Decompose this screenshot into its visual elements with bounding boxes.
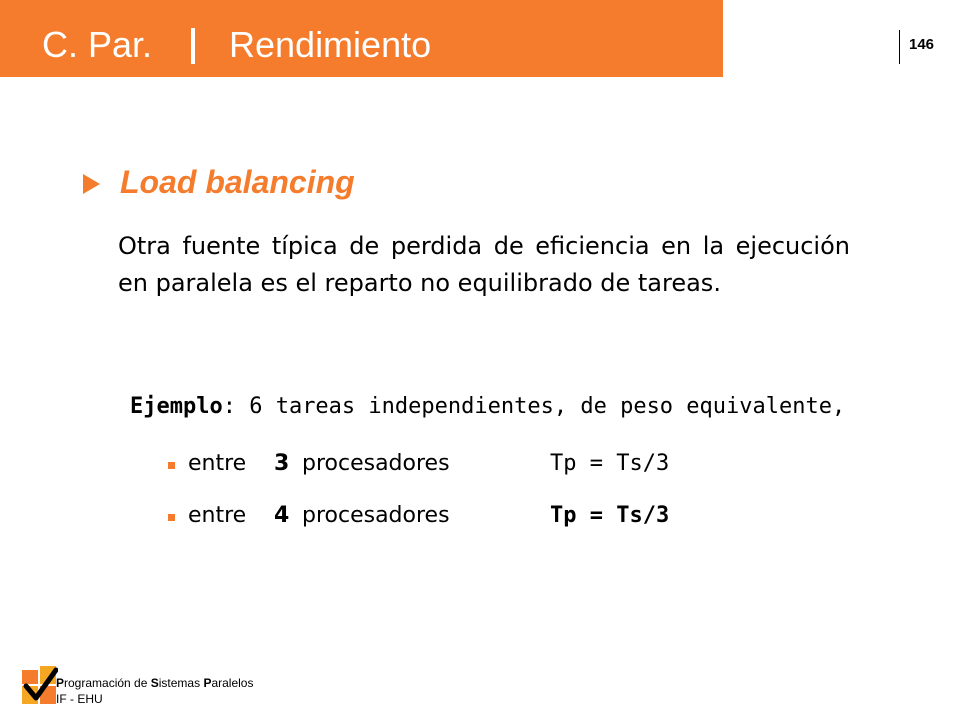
footer-line-1 (56, 675, 253, 691)
item-result: Tp = Ts/3 (550, 451, 670, 476)
item-result: Tp = Ts/3 (550, 503, 670, 528)
footer-text: aralelos (211, 676, 254, 690)
square-bullet-icon (168, 462, 175, 469)
section-paragraph: Otra fuente típica de perdida de eficiencia en la ejecución en paralela es el reparto no equilibrado de tareas. (118, 232, 850, 297)
example-label: Ejemplo (130, 394, 223, 419)
header-divider (191, 28, 195, 64)
checkmark-logo-icon (22, 662, 58, 706)
example-text: : 6 tareas independientes, de peso equivalente, (222, 394, 846, 419)
section-title: Load balancing (120, 164, 355, 200)
item-suffix: procesadores (302, 451, 450, 476)
item-prefix: entre (188, 503, 247, 528)
footer (56, 675, 253, 707)
footer-initial: S (150, 676, 159, 690)
item-count: 4 (274, 503, 290, 528)
square-bullet-icon (168, 514, 175, 521)
course-title: C. Par. (42, 24, 153, 65)
example-line (130, 394, 845, 419)
page-number-divider (899, 30, 900, 64)
page-title: Rendimiento (229, 24, 432, 65)
item-suffix: procesadores (302, 503, 450, 528)
footer-line-2: IF - EHU (56, 692, 103, 706)
footer-initial: P (56, 676, 65, 690)
triangle-bullet-icon (83, 174, 100, 194)
footer-initial: P (203, 676, 212, 690)
footer-text: rogramación de (64, 676, 151, 690)
item-count: 3 (274, 451, 290, 476)
footer-text: istemas (158, 676, 204, 690)
item-prefix: entre (188, 451, 247, 476)
page-number: 146 (909, 36, 935, 53)
